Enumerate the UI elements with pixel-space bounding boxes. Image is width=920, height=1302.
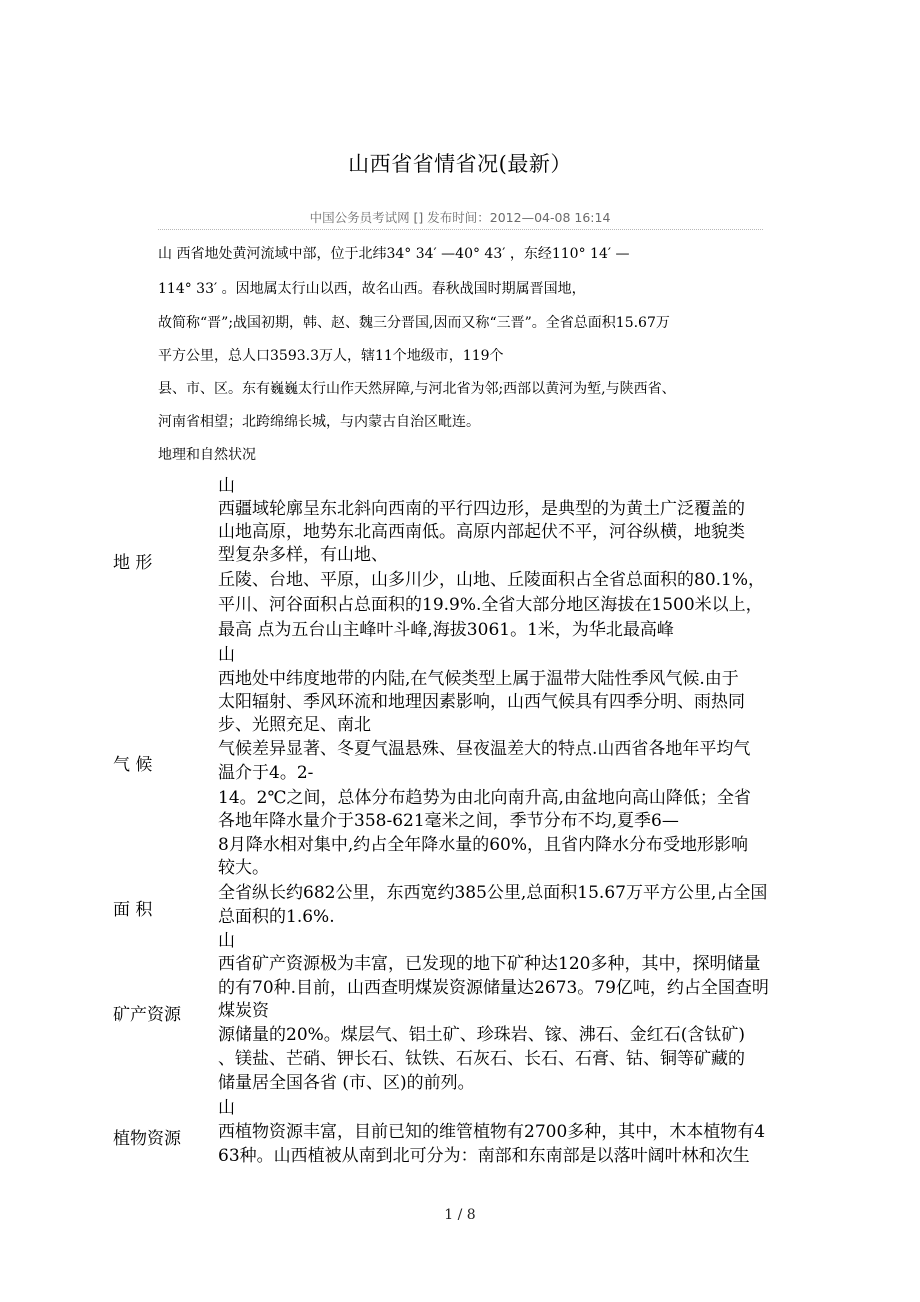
section-label-terrain: 地 形: [113, 553, 153, 573]
section-label-area: 面 积: [113, 900, 153, 920]
section-line: 丘陵、台地、平原，山多川少，山地、丘陵面积占全省总面积的80.1%，: [218, 570, 766, 590]
document-title: 山西省省情省况(最新）: [348, 152, 572, 176]
intro-line: 平方公里，总人口3593.3万人，辖11个地级市，119个: [158, 348, 504, 364]
section-heading: 地理和自然状况: [158, 447, 256, 463]
section-label-minerals: 矿产资源: [113, 1005, 181, 1025]
intro-line: 114° 33′ 。因地属太行山以西，故名山西。春秋战国时期属晋国地，: [158, 281, 586, 297]
section-line: 全省纵长约682公里，东西宽约385公里,总面积15.67万平方公里,占全国: [218, 883, 768, 903]
intro-line: 河南省相望；北跨绵绵长城，与内蒙古自治区毗连。: [158, 414, 480, 430]
section-line: 平川、河谷面积占总面积的19.9%.全省大部分地区海拔在1500米以上，: [218, 595, 763, 615]
section-line: 总面积的1.6%.: [218, 907, 335, 927]
section-line: 源储量的20%。煤层气、铝土矿、珍珠岩、镓、沸石、金红石(含钛矿): [218, 1025, 746, 1045]
section-label-plants: 植物资源: [113, 1129, 181, 1149]
section-line: 63种。山西植被从南到北可分为：南部和东南部是以落叶阔叶林和次生: [218, 1146, 750, 1166]
section-line: 、镁盐、芒硝、钾长石、钛铁、石灰石、长石、石膏、钴、铜等矿藏的: [218, 1049, 745, 1069]
section-line: 山: [218, 476, 235, 496]
section-line: 较大。: [218, 858, 269, 878]
section-line: 的有70种.目前，山西查明煤炭资源储量达2673。79亿吨，约占全国查明: [218, 978, 769, 998]
section-line: 温介于4。2-: [218, 763, 314, 783]
section-line: 步、光照充足、南北: [218, 715, 371, 735]
section-line: 型复杂多样，有山地、: [218, 545, 388, 565]
section-line: 山: [218, 931, 235, 951]
section-line: 14。2℃之间，总体分布趋势为由北向南升高,由盆地向高山降低；全省: [218, 788, 751, 808]
section-line: 煤炭资: [218, 1001, 269, 1021]
divider: [158, 229, 763, 230]
section-line: 山地高原，地势东北高西南低。高原内部起伏不平，河谷纵横，地貌类: [218, 522, 745, 542]
section-line: 气候差异显著、冬夏气温悬殊、昼夜温差大的特点.山西省各地年平均气: [218, 739, 751, 759]
section-line: 西植物资源丰富，目前已知的维管植物有2700多种，其中，木本植物有4: [218, 1122, 766, 1142]
section-line: 8月降水相对集中,约占全年降水量的60%，且省内降水分布受地形影响: [218, 835, 749, 855]
section-line: 西疆域轮廓呈东北斜向西南的平行四边形，是典型的为黄土广泛覆盖的: [218, 499, 745, 519]
publish-info: 中国公务员考试网 [] 发布时间：2012—04-08 16:14: [309, 210, 611, 225]
section-line: 储量居全国各省 (市、区)的前列。: [218, 1073, 475, 1093]
intro-line: 故简称“晋”;战国初期，韩、赵、魏三分晋国,因而又称“三晋”。全省总面积15.67万: [158, 315, 670, 331]
section-line: 最高 点为五台山主峰叶斗峰,海拔3061。1米，为华北最高峰: [218, 620, 674, 640]
intro-line: 山 西省地处黄河流域中部，位于北纬34° 34′ —40° 43′ ，东经110° 14′ —: [158, 246, 630, 262]
section-line: 山: [218, 1098, 235, 1118]
section-line: 太阳辐射、季风环流和地理因素影响，山西气候具有四季分明、雨热同: [218, 692, 745, 712]
section-line: 山: [218, 645, 235, 665]
section-line: 西省矿产资源极为丰富，已发现的地下矿种达120多种，其中，探明储量: [218, 954, 761, 974]
section-label-climate: 气 候: [113, 755, 153, 775]
section-line: 各地年降水量介于358-621毫米之间，季节分布不均,夏季6—: [218, 811, 679, 831]
intro-line: 县、市、区。东有巍巍太行山作天然屏障,与河北省为邻;西部以黄河为堑,与陕西省、: [158, 381, 676, 397]
page-number: 1 / 8: [444, 1207, 476, 1223]
section-line: 西地处中纬度地带的内陆,在气候类型上属于温带大陆性季风气候.由于: [218, 669, 739, 689]
